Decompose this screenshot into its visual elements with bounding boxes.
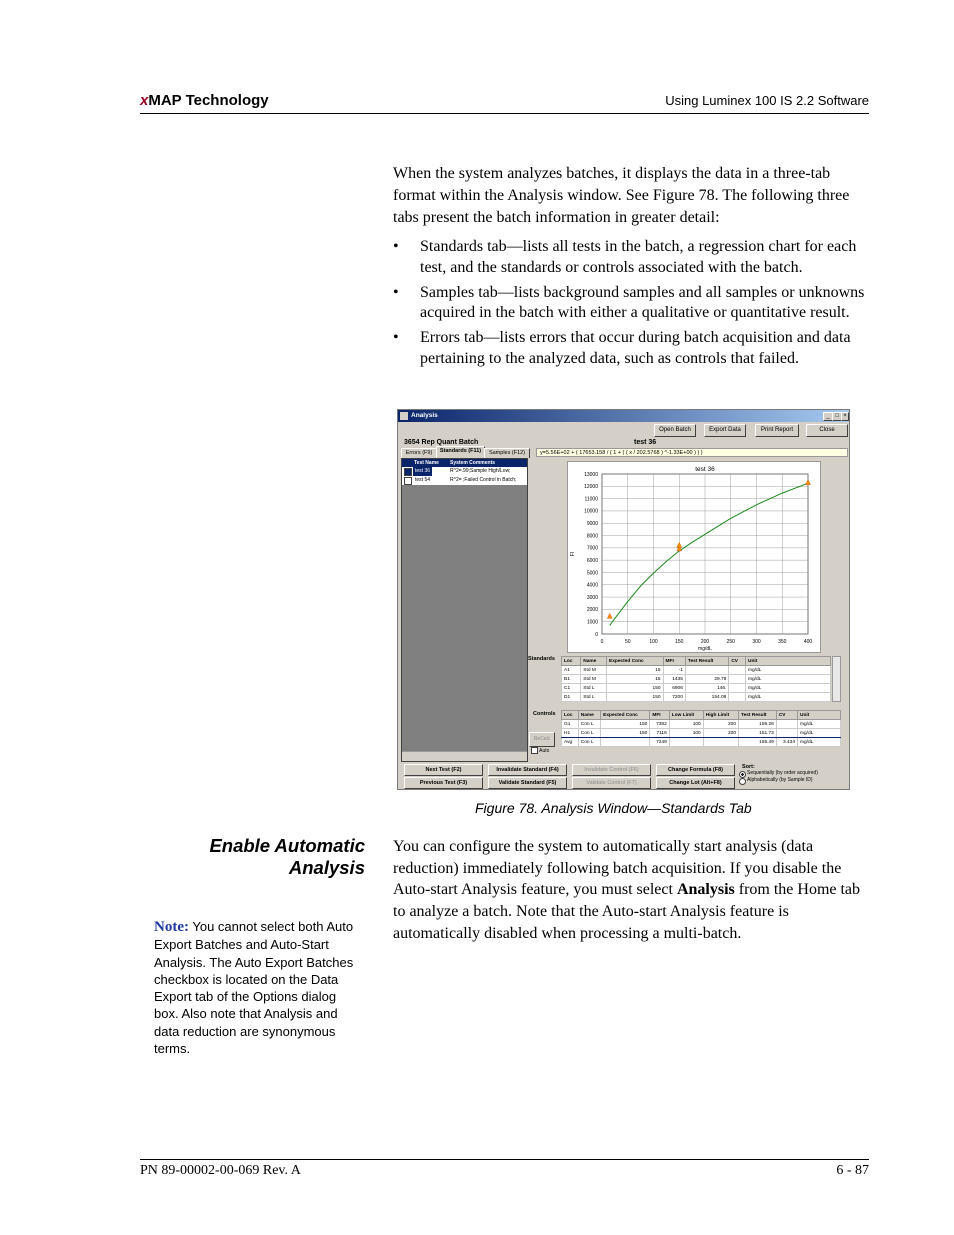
test-checkbox[interactable] [404, 477, 412, 485]
auto-checkbox-row[interactable] [531, 747, 549, 754]
window-titlebar [398, 410, 849, 422]
note-text: You cannot select both Auto Export Batches and Auto-Start Analysis. The Auto Export Batches checkbox is located on the Data Export tab of the Options dialog box. Also note that Analysis and data reduction are synonymous terms. [154, 919, 354, 1057]
standards-scrollbar[interactable] [832, 656, 841, 702]
current-test-name: test 36 [634, 439, 657, 446]
table-cell: C1 [562, 684, 581, 693]
previous-test-button[interactable]: Previous Test (F3) [404, 777, 483, 789]
table-cell: 15 [607, 666, 664, 675]
part-number: PN 89-00002-00-069 Rev. A [140, 1163, 301, 1178]
table-cell: 200 [703, 720, 738, 729]
table-cell: Std M [581, 666, 607, 675]
controls-label: Controls [533, 711, 556, 717]
table-row[interactable] [562, 684, 831, 693]
auto-checkbox[interactable] [531, 747, 538, 754]
minimize-icon[interactable]: _ [823, 412, 833, 421]
table-cell [776, 729, 797, 738]
column-header[interactable]: CV [729, 657, 746, 666]
x-tick-label: 300 [752, 639, 761, 645]
column-header[interactable]: Expected Conc [607, 657, 664, 666]
y-tick-label: 11000 [584, 496, 598, 503]
column-header[interactable]: Unit [798, 711, 841, 720]
x-axis-label: mg/dL [698, 646, 712, 652]
x-tick-label: 0 [600, 639, 604, 645]
sort-alphabetical-radio[interactable] [739, 778, 746, 785]
table-cell [729, 684, 746, 693]
validate-control-button[interactable]: Validate Control (F7) [572, 777, 651, 789]
list-item: • Standards tab—lists all tests in the batch, a regression chart for each test, and the standards or controls associated with the batch. [393, 238, 857, 276]
table-row[interactable] [562, 729, 841, 738]
table-cell [685, 666, 728, 675]
analysis-window-screenshot [397, 409, 850, 790]
table-cell: Avg [562, 738, 579, 747]
test-row[interactable]: test 36 R^2=.99;Sample High/Low; [402, 467, 527, 476]
table-cell: 7382 [650, 720, 669, 729]
table-cell: B1 [562, 675, 581, 684]
table-cell: Std M [581, 675, 607, 684]
validate-standard-button[interactable]: Validate Standard (F5) [488, 777, 567, 789]
column-header[interactable]: Name [581, 657, 607, 666]
table-cell [601, 738, 650, 747]
table-cell: 150 [607, 693, 664, 702]
table-row[interactable] [562, 720, 841, 729]
next-test-button[interactable]: Next Test (F2) [404, 764, 483, 776]
table-cell: Con L [578, 738, 600, 747]
x-tick-label: 200 [700, 639, 710, 645]
table-cell [669, 738, 703, 747]
table-cell: 200 [703, 729, 738, 738]
table-cell: H1 [562, 729, 579, 738]
y-tick-label: 4000 [586, 582, 598, 589]
table-cell [729, 666, 746, 675]
table-cell [703, 738, 738, 747]
table-cell: 29.78 [685, 675, 728, 684]
table-cell: Std L [581, 693, 607, 702]
table-cell: 150 [601, 720, 650, 729]
table-cell: A1 [562, 666, 581, 675]
x-tick-label: 100 [649, 639, 658, 645]
section-title: Enable Automatic Analysis [209, 835, 365, 878]
batch-name: 3654 Rep Quant Batch [404, 439, 479, 446]
column-header[interactable]: Unit [746, 657, 831, 666]
sort-options [738, 765, 846, 787]
auto-label: Auto [539, 747, 550, 754]
table-cell: 151.73 [739, 729, 777, 738]
standards-table [561, 656, 831, 702]
section-body: You can configure the system to automatically start analysis (data reduction) immediately following batch acquisition. If you disable the Auto-start Analysis feature, you must select Analysis from the Home tab to analyze a batch. Note that the Auto-start Analysis feature is automatically disabled when processing a multi-batch. [393, 838, 861, 942]
maximize-icon[interactable]: □ [832, 412, 842, 421]
y-tick-label: 0 [595, 631, 598, 638]
table-row[interactable] [562, 666, 831, 675]
column-header[interactable]: CV [776, 711, 797, 720]
test-checkbox[interactable] [404, 468, 412, 476]
y-tick-label: 1000 [586, 619, 598, 626]
column-header[interactable]: Loc [562, 657, 581, 666]
x-tick-label: 400 [803, 639, 813, 645]
table-cell: mg/dL [746, 684, 831, 693]
list-item: • Samples tab—lists background samples and all samples or unknowns acquired in the batch with either a qualitative or quantitative result. [393, 283, 865, 321]
table-cell: 155.49 [739, 738, 777, 747]
table-cell: 100 [669, 720, 703, 729]
table-cell: 15 [607, 675, 664, 684]
y-tick-label: 7000 [586, 545, 598, 552]
table-cell: mg/dL [798, 720, 841, 729]
table-cell: 7116 [650, 729, 669, 738]
table-cell [729, 693, 746, 702]
invalidate-standard-button[interactable]: Invalidate Standard (F4) [488, 764, 567, 776]
y-tick-label: 6000 [586, 557, 598, 564]
table-cell: mg/dL [746, 675, 831, 684]
table-cell: 6906 [663, 684, 685, 693]
sort-label: Sort: [742, 764, 755, 770]
tab-standards[interactable]: Standards (F11) [436, 446, 485, 458]
test-list-header: Test Name System Comments [402, 459, 527, 467]
table-row[interactable] [562, 738, 841, 747]
regression-formula: y=5.56E+02 + ( 17653.158 / ( 1 + ( ( x / 202.5768 ) ^-1.33E+00 ) ) ) [536, 448, 848, 457]
column-header[interactable]: Expected Conc [601, 711, 650, 720]
y-tick-label: 9000 [586, 521, 598, 528]
table-row[interactable] [562, 693, 831, 702]
figure-caption: Figure 78. Analysis Window—Standards Tab [475, 800, 752, 816]
running-header-brand: xMAP Technology [140, 92, 269, 109]
y-tick-label: 2000 [586, 607, 598, 614]
note-box [154, 918, 359, 1057]
x-tick-label: 150 [675, 639, 684, 645]
x-tick-label: 250 [726, 639, 735, 645]
table-cell [776, 720, 797, 729]
test-list-scrollbar[interactable] [402, 751, 527, 761]
table-cell: 146. [685, 684, 728, 693]
table-cell: Con L [578, 720, 600, 729]
tab-samples[interactable]: Samples (F12) [484, 448, 530, 458]
y-tick-label: 13000 [584, 471, 598, 478]
table-cell: 7200 [663, 693, 685, 702]
table-cell: 100 [669, 729, 703, 738]
table-cell: mg/dL [798, 738, 841, 747]
y-tick-label: 10000 [584, 508, 598, 515]
table-cell: 3.434 [776, 738, 797, 747]
table-cell: 159.26 [739, 720, 777, 729]
export-data-button[interactable]: Export Data [704, 424, 746, 437]
table-cell: 150 [607, 684, 664, 693]
column-header[interactable]: High Limit [703, 711, 738, 720]
column-header[interactable]: Name [578, 711, 600, 720]
tab-description-list [393, 237, 873, 374]
y-axis-label: FI [570, 551, 576, 557]
y-tick-label: 8000 [586, 533, 598, 540]
header-rule [140, 113, 869, 114]
tab-errors[interactable]: Errors (F9) [401, 448, 437, 458]
list-item: • Errors tab—lists errors that occur during batch acquisition and data pertaining to the analyzed data, such as controls that failed. [393, 329, 851, 367]
regression-chart-svg [568, 462, 820, 652]
x-tick-label: 50 [624, 639, 631, 645]
column-header[interactable]: Low Limit [669, 711, 703, 720]
standards-label: Standards [528, 656, 555, 662]
test-row[interactable]: test 54 R^2= ;Failed Control in Batch; [402, 476, 527, 485]
close-icon[interactable]: × [841, 412, 849, 421]
close-button[interactable]: Close [806, 424, 848, 437]
column-header[interactable]: MFI [663, 657, 685, 666]
test-list [401, 458, 528, 762]
table-cell: 1435 [663, 675, 685, 684]
table-cell: G1 [562, 720, 579, 729]
table-cell: Std L [581, 684, 607, 693]
window-title: Analysis [411, 412, 438, 419]
table-cell: mg/dL [746, 666, 831, 675]
change-formula-button[interactable]: Change Formula (F8) [656, 764, 735, 776]
y-tick-label: 5000 [586, 570, 598, 577]
recalc-button[interactable]: ReCalc [529, 732, 555, 747]
table-cell: mg/dL [798, 729, 841, 738]
controls-table [561, 710, 841, 747]
print-report-button[interactable]: Print Report [755, 424, 799, 437]
x-tick-label: 350 [778, 639, 787, 645]
table-cell: 7249 [650, 738, 669, 747]
table-row[interactable] [562, 675, 831, 684]
column-header[interactable]: MFI [650, 711, 669, 720]
column-header[interactable]: Test Result [739, 711, 777, 720]
table-cell: -1 [663, 666, 685, 675]
sort-sequential-radio[interactable] [739, 771, 746, 778]
note-label: Note: [154, 919, 189, 935]
open-batch-button[interactable]: Open Batch [654, 424, 696, 437]
y-tick-label: 12000 [584, 484, 598, 491]
running-header-title: Using Luminex 100 IS 2.2 Software [665, 93, 869, 108]
page-number: 6 - 87 [836, 1163, 869, 1178]
table-cell: mg/dL [746, 693, 831, 702]
column-header[interactable]: Loc [562, 711, 579, 720]
sort-option-label: Alphabetically (by Sample ID) [747, 777, 813, 783]
app-icon [400, 412, 408, 420]
y-tick-label: 3000 [586, 594, 598, 601]
table-cell: D1 [562, 693, 581, 702]
table-cell: 150 [601, 729, 650, 738]
table-cell [729, 675, 746, 684]
change-lot-button[interactable]: Change Lot (Alt+F8) [656, 777, 735, 789]
sort-option-label: Sequentially (by order acquired) [747, 770, 818, 776]
intro-paragraph: When the system analyzes batches, it displays the data in a three-tab format within the Analysis window. See Figure 78. The following three tabs present the batch information in greater detail: [393, 165, 850, 226]
regression-chart [567, 461, 821, 653]
table-cell: 154.08 [685, 693, 728, 702]
footer-rule [140, 1159, 869, 1160]
column-header[interactable]: Test Result [685, 657, 728, 666]
chart-title: test 36 [695, 466, 715, 473]
table-cell: Con L [578, 729, 600, 738]
invalidate-control-button[interactable]: Invalidate Control (F6) [572, 764, 651, 776]
